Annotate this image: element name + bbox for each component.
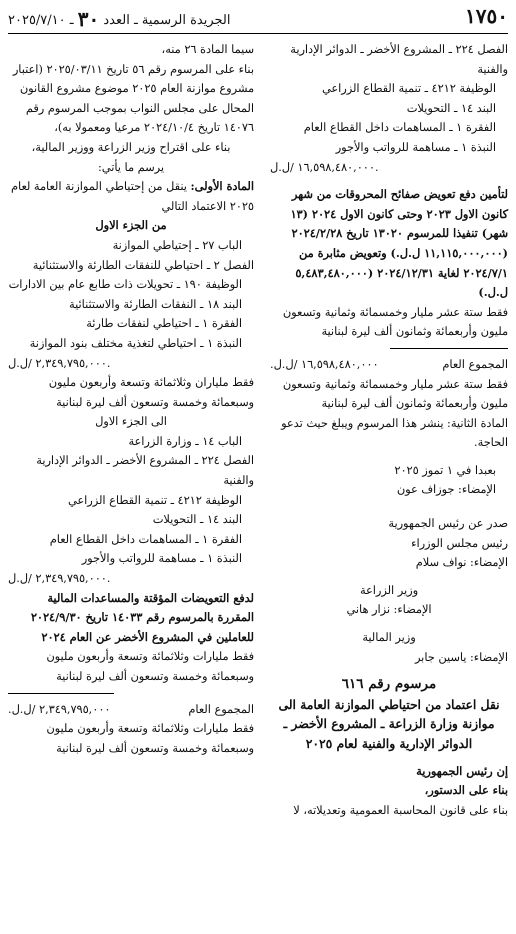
- total-label-left: المجموع العام: [188, 702, 254, 716]
- purpose-text-left: لدفع التعويضات المؤقتة والمساعدات المالية المقررة بالمرسوم رقم ١٤٠٣٣ تاريخ ٢٠٢٤/٩/٣٠ للعاملين في المشروع الأخضر عن العام ٢٠٢٤: [30, 590, 254, 644]
- paragraph-line: الفقرة ١ ـ المساهمات داخل القطاع العام: [303, 121, 496, 135]
- function-4212: الوظيفة ٤٢١٢ ـ تنمية القطاع الزراعي: [67, 493, 242, 507]
- chapter-14: الباب ١٤ ـ وزارة الزراعة: [128, 434, 242, 448]
- signing-place-date: بعبدا في ١ تموز ٢٠٢٥: [394, 463, 496, 477]
- agri-minister-title: وزير الزراعة: [359, 583, 419, 597]
- spacer: [270, 667, 508, 675]
- amount-words: فقط ستة عشر مليار وخمسمائة وثمانية وتسعون مليون وأربعمائة وثمانون ألف ليرة لبنانية: [282, 305, 508, 339]
- amount-to-words: فقط مليارات وثلاثمائة وتسعة وأربعون مليون وسبعمائة وخمسة وتسعون ألف ليرة لبنانية: [46, 650, 254, 683]
- preamble-constitution: بناء على الدستور،: [424, 783, 508, 798]
- clause-1: النبذة ١ ـ احتياطي لتغذية مختلف بنود الموازنة: [29, 336, 242, 350]
- article-one: [8, 177, 254, 216]
- total-words-left: فقط مليارات وثلاثمائة وتسعة وأربعون مليون وسبعمائة وخمسة وتسعون ألف ليرة لبنانية: [46, 722, 254, 755]
- signature-president: الإمضاء: جوزاف عون: [396, 483, 496, 497]
- pm-title: رئيس مجلس الوزراء: [411, 536, 508, 550]
- total-label: المجموع العام: [442, 357, 508, 371]
- signature-pm: الإمضاء: نواف سلام: [415, 556, 508, 570]
- amount-from-words: فقط ملياران وثلاثمائة وتسعة وأربعون مليون وسبعمائة وخمسة وتسعون ألف ليرة لبنانية: [48, 376, 254, 409]
- total-amount-left: ٢,٣٤٩,٧٩٥,٠٠٠ /ل.ل.: [8, 702, 111, 716]
- issue-date: ـ ٢٠٢٥/٧/١٠: [8, 13, 74, 28]
- spacer: [270, 453, 508, 461]
- gazette-name: الجريدة الرسمية ـ العدد: [103, 13, 231, 28]
- amount-from: ٢,٣٤٩,٧٩٥,٠٠٠ /ل.ل.: [8, 356, 111, 370]
- to-part-one: الى الجزء الاول: [95, 415, 167, 429]
- spacer: [270, 620, 508, 628]
- continued-line: سيما المادة ٢٦ منه،: [161, 43, 254, 56]
- article-one-label: المادة الأولى:: [190, 179, 254, 194]
- page-header: [8, 4, 508, 34]
- separator-line: [8, 693, 114, 694]
- item-line: البند ١٤ ـ التحويلات: [406, 101, 496, 115]
- decree-subject: نقل اعتماد من احتياطي الموازنة العامة الى موازنة وزارة الزراعة ـ المشروع الأخضر ـ الدوائر الإدارية والفنية لعام ٢٠٢٥: [278, 696, 500, 751]
- decrees-following: يرسم ما يأتي:: [98, 160, 164, 174]
- left-column: [8, 40, 254, 758]
- paragraph-1: الفقرة ١ ـ احتياطي لنفقات طارئة: [86, 317, 242, 331]
- from-part-one: من الجزء الاول: [95, 218, 167, 233]
- preamble-decree-56: بناء على المرسوم رقم ٥٦ تاريخ ٢٠٢٥/٠٣/١١ (اعتبار مشروع موازنة العام ٢٠٢٥ موضوع مشروع القانون المحال على مجلس النواب بموجب المرسوم رقم ١٤٠٧٦ تاريخ ٢٠٢٤/١٠/٤ مرعيا ومعمولا به)،: [12, 62, 254, 135]
- signature-agri: الإمضاء: نزار هاني: [346, 603, 432, 617]
- chapter-line: الفصل ٢٢٤ ـ المشروع الأخضر ـ الدوائر الإدارية: [290, 43, 508, 56]
- section-224-cont: والفنية: [223, 474, 254, 488]
- signature-finance: الإمضاء: ياسين جابر: [414, 650, 508, 664]
- item-18: البند ١٨ ـ النفقات الطارئة والاستثنائية: [69, 297, 242, 311]
- total-words: فقط ستة عشر مليار وخمسمائة وثمانية وتسعون مليون وأربعمائة وثمانون ألف ليرة لبنانية: [282, 377, 508, 411]
- issued-by: صدر عن رئيس الجمهورية: [388, 517, 508, 531]
- function-190: الوظيفة ١٩٠ ـ تحويلات ذات طابع عام بين الادارات: [8, 278, 242, 292]
- chapter-line-cont: والفنية: [477, 62, 508, 76]
- article-one-text: ينقل من إحتياطي الموازنة العامة لعام ٢٠٢٥ الاعتماد التالي: [11, 180, 254, 213]
- total-row: [270, 355, 508, 375]
- clause-line: النبذة ١ ـ مساهمة للرواتب والأجور: [335, 140, 496, 154]
- spacer: [270, 177, 508, 185]
- preamble-proposal: بناء على اقتراح وزير الزراعة ووزير المالية،: [31, 140, 231, 154]
- spacer: [270, 754, 508, 762]
- clause-1-to: النبذة ١ ـ مساهمة للرواتب والأجور: [81, 552, 242, 566]
- gazette-title: [8, 7, 230, 31]
- spacer: [270, 573, 508, 581]
- separator-line: [390, 348, 508, 349]
- amount-to: ٢,٣٤٩,٧٩٥,٠٠٠ /ل.ل.: [8, 572, 111, 586]
- preamble-president: إن رئيس الجمهورية: [416, 763, 508, 778]
- function-line: الوظيفة ٤٢١٢ ـ تنمية القطاع الزراعي: [321, 82, 496, 96]
- paragraph-1-to: الفقرة ١ ـ المساهمات داخل القطاع العام: [49, 532, 242, 546]
- preamble-accounting-law: بناء على قانون المحاسبة العمومية وتعديلاته، لا: [293, 803, 508, 817]
- section-224: الفصل ٢٢٤ ـ المشروع الأخضر ـ الدوائر الإدارية: [36, 454, 254, 468]
- article-two: المادة الثانية: ينشر هذا المرسوم ويبلغ حيث تدعو الحاجة.: [281, 416, 508, 450]
- amount: ١٦,٥٩٨,٤٨٠,٠٠٠ /ل.ل.: [270, 160, 379, 174]
- finance-minister-title: وزير المالية: [362, 631, 416, 645]
- total-row-left: [8, 700, 254, 720]
- header-rule: [8, 33, 508, 34]
- issue-number: ٣٠: [77, 7, 100, 31]
- decree-title: مرسوم رقم ٦١٦: [341, 676, 437, 693]
- section-2: الفصل ٢ ـ احتياطي للنفقات الطارئة والاستثنائية: [32, 258, 254, 272]
- total-amount: ١٦,٥٩٨,٤٨٠,٠٠٠ /ل.ل.: [270, 357, 379, 371]
- chapter-27: الباب ٢٧ ـ إحتياطي الموازنة: [112, 238, 242, 252]
- purpose-text: لتأمين دفع تعويض صفائح المحروقات من شهر كانون الاول ٢٠٢٣ وحتى كانون الاول ٢٠٢٤ (١٣ شهر) تنفيذا للمرسوم ١٣٠٢٠ تاريخ ٢٠٢٤/٢/٢٨ (١١,١١٥,٠٠٠,٠٠٠ ل.ل.) وتعويض مثابرة من ٢٠٢٤/٧/١ لغاية ٢٠٢٤/١٢/٣١ (٥,٤٨٣,٤٨٠,٠٠٠ ل.ل.): [290, 187, 508, 300]
- item-14: البند ١٤ ـ التحويلات: [152, 513, 242, 527]
- right-column: [270, 40, 508, 820]
- page-number: ١٧٥٠: [465, 4, 508, 28]
- spacer: [270, 500, 508, 514]
